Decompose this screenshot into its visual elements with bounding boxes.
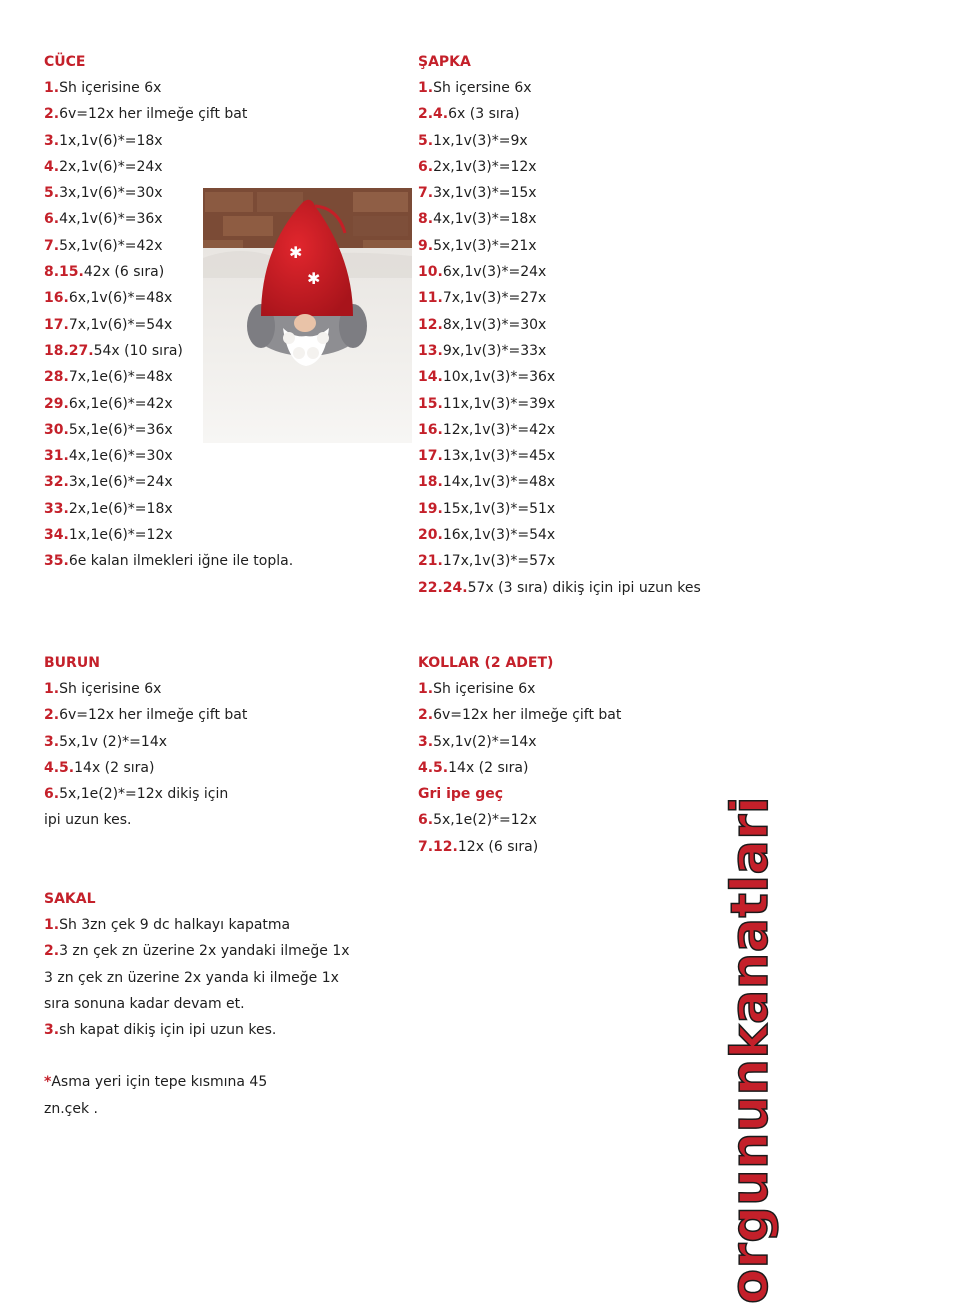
instruction-row [44, 965, 350, 991]
row-number: 30. [44, 421, 69, 438]
row-list [44, 676, 247, 834]
row-text: 2x,1v(6)*=24x [59, 158, 163, 175]
instruction-row [44, 469, 293, 495]
section-title: BURUN [44, 655, 100, 671]
row-number: 11. [418, 290, 443, 307]
row-text: 4x,1v(3)*=18x [433, 211, 537, 228]
row-text: 3x,1e(6)*=24x [68, 474, 173, 491]
instruction-row [418, 575, 701, 601]
watermark: orgununkanatlari [720, 796, 780, 1304]
row-number: 3. [44, 132, 60, 149]
row-number: 9. [418, 237, 434, 254]
row-number: 16. [418, 421, 443, 438]
row-text: 16x,1v(3)*=54x [442, 527, 556, 544]
row-number: 4. [44, 158, 60, 175]
row-text: 6v=12x her ilmeğe çift bat [433, 707, 622, 724]
instruction-row [418, 75, 701, 101]
row-number: 21. [418, 553, 443, 570]
row-text: 1x,1v(6)*=18x [59, 132, 163, 149]
instruction-row [418, 233, 701, 259]
row-text: 17x,1v(3)*=57x [442, 553, 556, 570]
row-text: 3 zn çek zn üzerine 2x yandaki ilmeğe 1x [59, 943, 350, 960]
row-number: 4.5. [418, 759, 449, 776]
instruction-row [44, 443, 293, 469]
row-number: 3. [44, 733, 60, 750]
row-number: 12. [418, 316, 443, 333]
instruction-row [418, 702, 621, 728]
instruction-row [418, 312, 701, 338]
row-text: 14x (2 sıra) [74, 759, 155, 776]
row-number: 2. [44, 106, 60, 123]
instruction-row [418, 729, 621, 755]
row-text: 4x,1e(6)*=30x [68, 448, 173, 465]
section-kollar [418, 650, 621, 860]
row-number: 15. [418, 395, 443, 412]
row-number: 2. [418, 707, 434, 724]
row-number: 5. [44, 185, 60, 202]
row-number: 13. [418, 342, 443, 359]
instruction-row [418, 391, 701, 417]
row-text: 5x,1e(2)*=12x [433, 812, 537, 829]
row-text: Sh içerisine 6x [433, 681, 536, 697]
row-text: 42x (6 sıra) [83, 264, 165, 281]
row-text: 54x (10 sıra) [93, 342, 183, 359]
row-number: 20. [418, 527, 443, 544]
instruction-row [44, 807, 247, 833]
instruction-row [418, 781, 621, 807]
note-star: * [44, 1074, 52, 1091]
row-number: 1. [418, 80, 434, 96]
row-text: 6x,1e(6)*=42x [68, 395, 173, 412]
instruction-row [418, 417, 701, 443]
row-text: 2x,1v(3)*=12x [433, 158, 537, 175]
row-text: sh kapat dikiş için ipi uzun kes. [59, 1022, 277, 1039]
row-number: 3. [44, 1022, 60, 1039]
instruction-row [418, 443, 701, 469]
gnome-photo [203, 188, 412, 443]
row-text: 6x (3 sıra) [448, 106, 520, 123]
instruction-row [44, 755, 247, 781]
row-text: 9x,1v(3)*=33x [442, 342, 547, 359]
row-text: Sh içersine 6x [433, 80, 532, 96]
row-number: 1. [44, 681, 60, 697]
instruction-row [44, 128, 293, 154]
row-text: sıra sonuna kadar devam et. [44, 995, 245, 1012]
instruction-row [418, 755, 621, 781]
row-number: 6. [44, 786, 60, 803]
row-text: 10x,1v(3)*=36x [442, 369, 556, 386]
section-title: SAKAL [44, 891, 96, 907]
row-number: 16. [44, 290, 69, 307]
instruction-row [418, 101, 701, 127]
instruction-row [44, 702, 247, 728]
row-number: 2.4. [418, 106, 449, 123]
row-text: 5x,1e(2)*=12x dikiş için [59, 786, 229, 803]
instruction-row [418, 548, 701, 574]
instruction-row [418, 522, 701, 548]
note-line: zn.çek . [44, 1100, 98, 1117]
row-text: 5x,1e(6)*=36x [68, 421, 173, 438]
row-number: 3. [418, 733, 434, 750]
row-text: 4x,1v(6)*=36x [59, 211, 163, 228]
row-text: 12x,1v(3)*=42x [442, 421, 556, 438]
row-text: 7x,1v(6)*=54x [68, 316, 173, 333]
instruction-row [418, 128, 701, 154]
instruction-row [418, 469, 701, 495]
row-text: 14x (2 sıra) [448, 759, 529, 776]
row-text: 14x,1v(3)*=48x [442, 474, 556, 491]
row-text: 7x,1e(6)*=48x [68, 369, 173, 386]
instruction-row [418, 496, 701, 522]
instruction-row [418, 834, 621, 860]
row-number: 18.27. [44, 342, 94, 359]
instruction-row [44, 101, 293, 127]
row-number: 34. [44, 527, 69, 544]
row-text: Sh 3zn çek 9 dc halkayı kapatma [59, 917, 291, 933]
row-text: 3x,1v(3)*=15x [433, 185, 537, 202]
row-text: 6v=12x her ilmeğe çift bat [59, 106, 248, 123]
instruction-row [418, 285, 701, 311]
section-title: CÜCE [44, 54, 86, 70]
row-number: 8.15. [44, 264, 84, 281]
instruction-row [44, 548, 293, 574]
row-number: 19. [418, 500, 443, 517]
row-text: 5x,1v (2)*=14x [59, 733, 168, 750]
instruction-row [44, 154, 293, 180]
row-text: ipi uzun kes. [44, 812, 132, 829]
note-text: Asma yeri için tepe kısmına 45 [51, 1074, 268, 1091]
row-list [418, 676, 621, 860]
instruction-row [44, 912, 350, 938]
row-text: 3x,1v(6)*=30x [59, 185, 163, 202]
instruction-row [418, 338, 701, 364]
section-title: KOLLAR (2 ADET) [418, 655, 554, 671]
row-number: 7. [44, 237, 60, 254]
row-list [418, 75, 701, 601]
instruction-row [44, 1017, 350, 1043]
row-number: 18. [418, 474, 443, 491]
instruction-row [44, 522, 293, 548]
instruction-row [44, 729, 247, 755]
row-number: 7.12. [418, 838, 458, 855]
svg-text:✱: ✱ [289, 243, 303, 262]
row-number: 8. [418, 211, 434, 228]
section-sakal [44, 886, 350, 1122]
row-number: 17. [418, 448, 443, 465]
row-number: 5. [418, 132, 434, 149]
row-number: Gri ipe geç [418, 786, 504, 803]
row-number: 7. [418, 185, 434, 202]
row-number: 35. [44, 553, 69, 570]
row-number: 29. [44, 395, 69, 412]
instruction-row [44, 991, 350, 1017]
row-number: 6. [44, 211, 60, 228]
row-text: 2x,1e(6)*=18x [68, 500, 173, 517]
row-number: 10. [418, 264, 443, 281]
row-text: Sh içerisine 6x [59, 80, 162, 96]
row-text: 15x,1v(3)*=51x [442, 500, 556, 517]
note-line [44, 1069, 350, 1095]
row-number: 31. [44, 448, 69, 465]
instruction-row [44, 75, 293, 101]
row-text: 3 zn çek zn üzerine 2x yanda ki ilmeğe 1x [44, 969, 339, 986]
row-text: 5x,1v(3)*=21x [433, 237, 537, 254]
row-text: 8x,1v(3)*=30x [442, 316, 547, 333]
row-text: 5x,1v(2)*=14x [433, 733, 537, 750]
row-number: 2. [44, 707, 60, 724]
row-text: 6v=12x her ilmeğe çift bat [59, 707, 248, 724]
row-text: 6e kalan ilmekleri iğne ile topla. [68, 553, 294, 570]
row-list [44, 912, 350, 1043]
row-number: 6. [418, 812, 434, 829]
instruction-row [418, 180, 701, 206]
row-text: 6x,1v(3)*=24x [442, 264, 547, 281]
row-text: 5x,1v(6)*=42x [59, 237, 163, 254]
instruction-row [418, 676, 621, 702]
row-text: 12x (6 sıra) [457, 838, 539, 855]
instruction-row [418, 364, 701, 390]
svg-text:✱: ✱ [307, 269, 321, 288]
row-number: 32. [44, 474, 69, 491]
row-text: 57x (3 sıra) dikiş için ipi uzun kes [467, 579, 701, 596]
instruction-row [44, 938, 350, 964]
instruction-row [418, 807, 621, 833]
row-number: 28. [44, 369, 69, 386]
instruction-row [418, 259, 701, 285]
row-text: 11x,1v(3)*=39x [442, 395, 556, 412]
row-number: 2. [44, 943, 60, 960]
row-text: 13x,1v(3)*=45x [442, 448, 556, 465]
section-burun [44, 650, 247, 834]
row-number: 1. [44, 80, 60, 96]
instruction-row [44, 781, 247, 807]
instruction-row [44, 496, 293, 522]
row-text: 7x,1v(3)*=27x [442, 290, 547, 307]
instruction-row [44, 676, 247, 702]
row-text: 1x,1e(6)*=12x [68, 527, 173, 544]
row-number: 4.5. [44, 759, 75, 776]
row-number: 22.24. [418, 579, 468, 596]
row-text: Sh içerisine 6x [59, 681, 162, 697]
row-number: 17. [44, 316, 69, 333]
row-text: 1x,1v(3)*=9x [433, 132, 528, 149]
row-number: 14. [418, 369, 443, 386]
row-number: 1. [44, 917, 60, 933]
row-number: 33. [44, 500, 69, 517]
row-text: 6x,1v(6)*=48x [68, 290, 173, 307]
instruction-row [418, 154, 701, 180]
row-number: 6. [418, 158, 434, 175]
section-sapka [418, 49, 701, 601]
row-number: 1. [418, 681, 434, 697]
section-title: ŞAPKA [418, 54, 471, 70]
instruction-row [418, 206, 701, 232]
